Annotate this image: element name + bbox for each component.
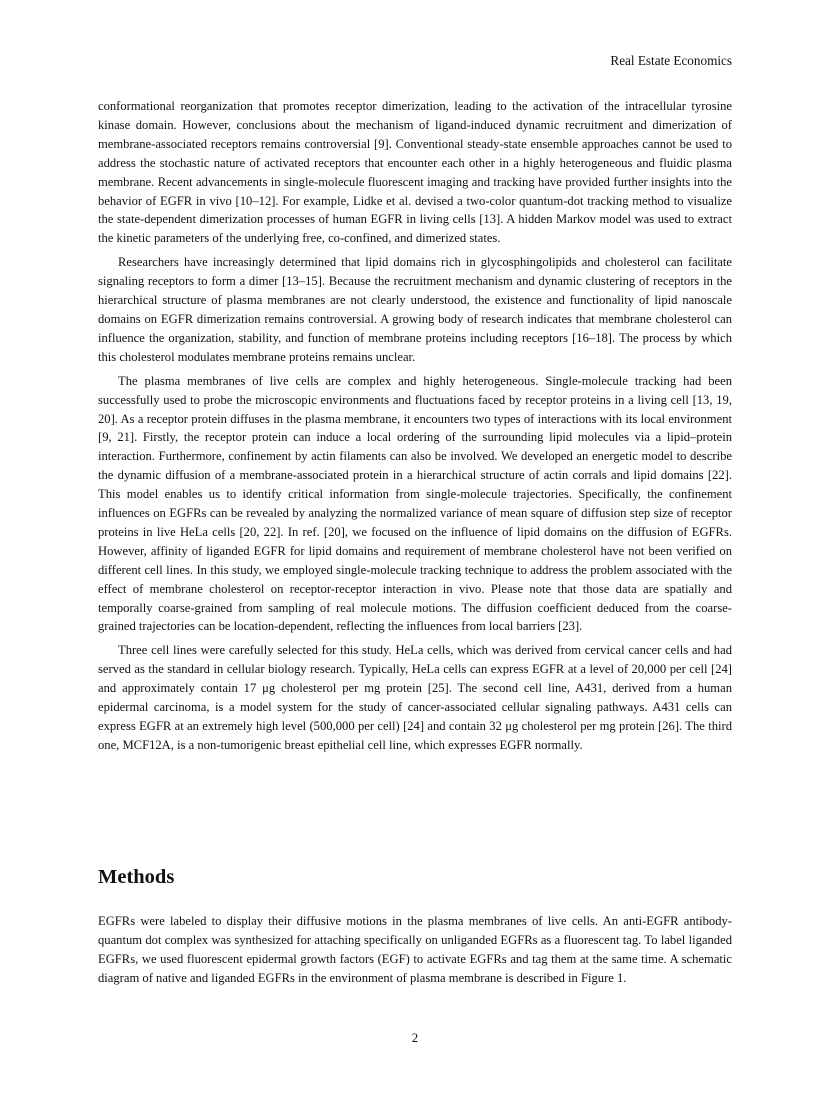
methods-heading: Methods — [98, 866, 175, 888]
page-number: 2 — [411, 1030, 419, 1045]
body-paragraph-4: Three cell lines were carefully selected for this study. HeLa cells, which was derived from cervical cancer cells and had served as the standard in cellular biology research. Typically, HeLa cells can express EGFR at a level of 20,000 per cell [24] and approximately contain 17 μg cholesterol per mg protein [25]. The second cell line, A431, derived from a human epidermal carcinoma, is a model system for the study of cancer-associated cellular signaling pathways. A431 cells can express EGFR at an extremely high level (500,000 per cell) [24] and contain 32 μg cholesterol per mg protein [26]. The third one, MCF12A, is a non-tumorigenic breast epithelial cell line, which expresses EGFR normally. — [98, 643, 732, 752]
body-paragraph-1: conformational reorganization that promotes receptor dimerization, leading to the activation of the intracellular tyrosine kinase domain. However, conclusions about the mechanism of ligand-induced dynamic recruitment and dimerization of membrane-associated receptors remains controversial [9]. Conventional steady-state ensemble approaches cannot be used to address the stochastic nature of activated receptors that encounter each other in a highly heterogeneous and fluidic plasma membrane. Recent advancements in single-molecule fluorescent imaging and tracking have provided further insights into the behavior of EGFR in vivo [10–12]. For example, Lidke et al. devised a two-color quantum-dot tracking method to visualize the state-dependent dimerization processes of human EGFR in living cells [13]. A hidden Markov model was used to extract the kinetic parameters of the underlying free, co-confined, and dimerized states. — [98, 99, 732, 246]
running-header: Real Estate Economics — [610, 53, 732, 68]
methods-body — [98, 912, 732, 988]
methods-paragraph: EGFRs were labeled to display their diffusive motions in the plasma membranes of live cells. An anti-EGFR antibody-quantum dot complex was synthesized for attaching specifically on unliganded EGFRs as a fluorescent tag. To label liganded EGFRs, we used fluorescent epidermal growth factors (EGF) to activate EGFRs and tag them at the same time. A schematic diagram of native and liganded EGFRs in the environment of plasma membrane is described in Figure 1. — [98, 914, 732, 985]
introduction-body — [98, 97, 732, 755]
body-paragraph-3: The plasma membranes of live cells are complex and highly heterogeneous. Single-molecule tracking had been successfully used to probe the microscopic environments and fluctuations faced by receptor proteins in a living cell [13, 19, 20]. As a receptor protein diffuses in the plasma membrane, it encounters two types of interactions with its local environment [9, 21]. Firstly, the receptor protein can induce a local ordering of the surrounding lipid molecules via a lipid–protein interaction. Furthermore, confinement by actin filaments can also be involved. We developed an energetic model to describe the dynamic diffusion of a membrane-associated protein in a hierarchical structure of actin corrals and lipid domains [22]. This model enables us to identify critical information from single-molecule trajectories. Specifically, the confinement influences on EGFRs can be revealed by analyzing the normalized variance of mean square of diffusion step size of receptor proteins in live HeLa cells [20, 22]. In ref. [20], we focused on the influence of lipid domains on the diffusion of EGFRs. However, affinity of liganded EGFR for lipid domains and requirement of membrane cholesterol have not been verified on different cell lines. In this study, we employed single-molecule tracking technique to address the problem associated with the effect of membrane cholesterol on receptor-receptor interaction in vivo. Please note that those data are spatially and temporally coarse-grained from sampling of real molecule motions. The diffusion coefficient deduced from the coarse-grained trajectories can be location-dependent, reflecting the influences from local barriers [23]. — [98, 373, 732, 634]
body-paragraph-2: Researchers have increasingly determined that lipid domains rich in glycosphingolipids and cholesterol can facilitate signaling receptors to form a dimer [13–15]. Because the recruitment mechanism and dynamic clustering of receptors in the hierarchical structure of plasma membranes are not clearly understood, the existence and functionality of lipid nanoscale domains on EGFR dimerization remains controversial. A growing body of research indicates that membrane cholesterol can influence the organization, stability, and function of membrane proteins including receptors [16–18]. The process by which this cholesterol modulates membrane proteins remains unclear. — [98, 255, 732, 364]
